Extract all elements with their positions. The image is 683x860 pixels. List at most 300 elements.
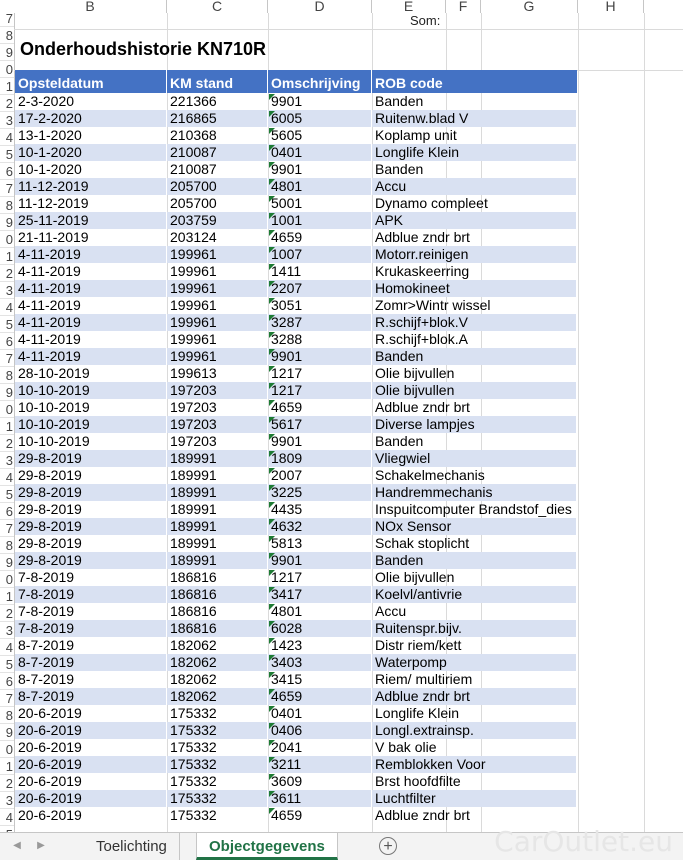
cell-km-stand[interactable]	[167, 467, 268, 484]
cell-omschrijving[interactable]	[268, 382, 372, 399]
row-number[interactable]: 2	[0, 605, 14, 622]
cell-rob-code-value: Distr riem/kett	[375, 637, 462, 653]
row-number[interactable]: 7	[0, 520, 14, 537]
cell-omschrijving-value: 3287	[271, 314, 303, 330]
cell-omschrijving-value: 5605	[271, 127, 303, 143]
cell-omschrijving[interactable]	[268, 144, 372, 161]
cell-omschrijving[interactable]	[268, 348, 372, 365]
column-header-E[interactable]: E	[372, 0, 446, 13]
row-number[interactable]: 4	[0, 469, 14, 486]
cell-rob-code[interactable]	[372, 263, 577, 280]
row-number[interactable]: 8	[0, 537, 14, 554]
cell-km-stand[interactable]	[167, 484, 268, 501]
column-header-H[interactable]: H	[578, 0, 644, 13]
cell-km-stand[interactable]	[167, 535, 268, 552]
cell-km-stand[interactable]	[167, 688, 268, 705]
cell-omschrijving[interactable]	[268, 331, 372, 348]
cell-opsteldatum[interactable]	[15, 637, 167, 654]
cell-opsteldatum[interactable]	[15, 195, 167, 212]
cell-omschrijving-value: 1809	[271, 450, 303, 466]
cell-omschrijving[interactable]	[268, 314, 372, 331]
cell-km-stand[interactable]	[167, 586, 268, 603]
cell-km-stand[interactable]	[167, 314, 268, 331]
cell-opsteldatum-value: 29-8-2019	[18, 501, 82, 517]
cell-rob-code[interactable]	[372, 178, 577, 195]
column-header-bar	[0, 0, 683, 13]
cell-omschrijving[interactable]	[268, 637, 372, 654]
cell-omschrijving[interactable]	[268, 671, 372, 688]
cell-omschrijving[interactable]	[268, 229, 372, 246]
row-number[interactable]: 3	[0, 452, 14, 469]
cell-rob-code[interactable]	[372, 331, 577, 348]
column-header-B[interactable]: B	[14, 0, 167, 13]
row-number[interactable]: 8	[0, 367, 14, 384]
cell-opsteldatum[interactable]	[15, 416, 167, 433]
cell-opsteldatum[interactable]	[15, 331, 167, 348]
cell-omschrijving[interactable]	[268, 722, 372, 739]
cell-rob-code[interactable]	[372, 620, 577, 637]
cell-opsteldatum[interactable]	[15, 518, 167, 535]
row-number[interactable]: 0	[0, 61, 14, 78]
comment-indicator-icon	[269, 519, 275, 525]
cell-rob-code-value: Vliegwiel	[375, 450, 431, 466]
cell-km-stand[interactable]	[167, 416, 268, 433]
table-row	[15, 705, 577, 722]
row-number[interactable]: 6	[0, 503, 14, 520]
cell-opsteldatum[interactable]	[15, 144, 167, 161]
row-number[interactable]: 5	[0, 146, 14, 163]
header-omschrijving[interactable]: Omschrijving	[268, 70, 372, 93]
cell-rob-code[interactable]	[372, 773, 577, 790]
tab-toelichting[interactable]: Toelichting	[84, 833, 180, 860]
cell-rob-code[interactable]	[372, 569, 577, 586]
row-number[interactable]: 2	[0, 775, 14, 792]
row-number[interactable]: 1	[0, 248, 14, 265]
cell-omschrijving[interactable]	[268, 552, 372, 569]
cell-omschrijving-value: 1001	[271, 212, 303, 228]
row-number[interactable]: 4	[0, 639, 14, 656]
cell-opsteldatum[interactable]	[15, 586, 167, 603]
cell-rob-code[interactable]	[372, 586, 577, 603]
row-number[interactable]: 8	[0, 707, 14, 724]
cell-rob-code-value: Olie bijvullen	[375, 569, 455, 585]
row-number[interactable]: 7	[0, 350, 14, 367]
cell-rob-code[interactable]	[372, 212, 577, 229]
cell-omschrijving[interactable]	[268, 620, 372, 637]
header-opsteldatum[interactable]: Opsteldatum	[15, 70, 167, 93]
cell-opsteldatum[interactable]	[15, 773, 167, 790]
cell-opsteldatum[interactable]	[15, 263, 167, 280]
cell-rob-code-value: Ruitenw.blad V	[375, 110, 469, 126]
cell-omschrijving-value: 4659	[271, 688, 303, 704]
cell-omschrijving[interactable]	[268, 739, 372, 756]
comment-indicator-icon	[269, 808, 275, 814]
prev-sheet-icon[interactable]: ◀	[13, 840, 21, 851]
tab-objectgegevens[interactable]: Objectgegevens	[196, 833, 338, 860]
header-km-stand[interactable]: KM stand	[167, 70, 268, 93]
cell-rob-code[interactable]	[372, 518, 577, 535]
cell-rob-code-value: Schakelmechanis	[375, 467, 485, 483]
cell-rob-code[interactable]	[372, 110, 577, 127]
row-number[interactable]: 9	[0, 214, 14, 231]
cell-omschrijving-value: 4659	[271, 807, 303, 823]
cell-omschrijving[interactable]	[268, 705, 372, 722]
cell-omschrijving[interactable]	[268, 654, 372, 671]
comment-indicator-icon	[269, 332, 275, 338]
cell-omschrijving[interactable]	[268, 195, 372, 212]
cell-opsteldatum[interactable]	[15, 603, 167, 620]
cell-rob-code[interactable]	[372, 229, 577, 246]
cell-rob-code[interactable]	[372, 705, 577, 722]
cell-rob-code[interactable]	[372, 297, 577, 314]
cell-rob-code[interactable]	[372, 501, 577, 518]
cell-omschrijving[interactable]	[268, 603, 372, 620]
cell-rob-code[interactable]	[372, 467, 577, 484]
cell-opsteldatum[interactable]	[15, 671, 167, 688]
cell-rob-code[interactable]	[372, 195, 577, 212]
table-row	[15, 773, 577, 790]
comment-indicator-icon	[269, 502, 275, 508]
cell-opsteldatum-value: 20-6-2019	[18, 790, 82, 806]
cell-rob-code-value: Diverse lampjes	[375, 416, 475, 432]
comment-indicator-icon	[269, 298, 275, 304]
cell-km-stand[interactable]	[167, 671, 268, 688]
row-number[interactable]: 8	[0, 197, 14, 214]
comment-indicator-icon	[269, 723, 275, 729]
row-number[interactable]: 9	[0, 554, 14, 571]
cell-omschrijving[interactable]	[268, 569, 372, 586]
column-header-F[interactable]: F	[446, 0, 481, 13]
cell-opsteldatum[interactable]	[15, 365, 167, 382]
cell-opsteldatum[interactable]	[15, 467, 167, 484]
cell-rob-code[interactable]	[372, 790, 577, 807]
table-row	[15, 297, 577, 314]
cell-km-stand[interactable]	[167, 178, 268, 195]
comment-indicator-icon	[269, 621, 275, 627]
cell-opsteldatum[interactable]	[15, 756, 167, 773]
cell-opsteldatum-value: 4-11-2019	[18, 297, 81, 313]
cell-opsteldatum[interactable]	[15, 484, 167, 501]
cell-rob-code[interactable]	[372, 416, 577, 433]
row-number[interactable]: 6	[0, 673, 14, 690]
cell-opsteldatum[interactable]	[15, 620, 167, 637]
cell-opsteldatum[interactable]	[15, 433, 167, 450]
cell-opsteldatum[interactable]	[15, 348, 167, 365]
cell-km-stand[interactable]	[167, 620, 268, 637]
cell-km-stand-value: 186816	[170, 620, 217, 636]
cell-opsteldatum[interactable]	[15, 280, 167, 297]
cell-km-stand[interactable]	[167, 93, 268, 110]
cell-rob-code[interactable]	[372, 739, 577, 756]
next-sheet-icon[interactable]: ▶	[37, 840, 45, 851]
cell-rob-code[interactable]	[372, 603, 577, 620]
cell-opsteldatum[interactable]	[15, 178, 167, 195]
cell-omschrijving[interactable]	[268, 790, 372, 807]
cell-opsteldatum-value: 2-3-2020	[18, 93, 75, 109]
row-number[interactable]: 4	[0, 809, 14, 826]
cell-rob-code[interactable]	[372, 365, 577, 382]
cell-km-stand[interactable]	[167, 331, 268, 348]
cell-rob-code[interactable]	[372, 450, 577, 467]
comment-indicator-icon	[269, 451, 275, 457]
cell-omschrijving[interactable]	[268, 110, 372, 127]
cell-rob-code-value: Dynamo compleet	[375, 195, 488, 211]
row-number[interactable]: 0	[0, 741, 14, 758]
cell-opsteldatum[interactable]	[15, 314, 167, 331]
cell-rob-code[interactable]	[372, 314, 577, 331]
cell-opsteldatum[interactable]	[15, 501, 167, 518]
row-number[interactable]: 9	[0, 384, 14, 401]
cell-omschrijving[interactable]	[268, 535, 372, 552]
cell-omschrijving[interactable]	[268, 807, 372, 824]
watermark-logo: CarOutlet.eu	[494, 825, 673, 858]
row-number[interactable]: 7	[0, 690, 14, 707]
cell-km-stand[interactable]	[167, 654, 268, 671]
cell-opsteldatum[interactable]	[15, 212, 167, 229]
cell-opsteldatum[interactable]	[15, 161, 167, 178]
cell-omschrijving-value: 1423	[271, 637, 303, 653]
cell-omschrijving[interactable]	[268, 365, 372, 382]
cell-km-stand[interactable]	[167, 382, 268, 399]
cell-km-stand[interactable]	[167, 263, 268, 280]
cell-opsteldatum[interactable]	[15, 722, 167, 739]
cell-omschrijving[interactable]	[268, 212, 372, 229]
cell-km-stand[interactable]	[167, 569, 268, 586]
cell-omschrijving[interactable]	[268, 518, 372, 535]
cell-rob-code[interactable]	[372, 280, 577, 297]
cell-km-stand[interactable]	[167, 756, 268, 773]
row-number[interactable]: 6	[0, 163, 14, 180]
cell-omschrijving[interactable]	[268, 467, 372, 484]
row-number[interactable]: 6	[0, 333, 14, 350]
cell-km-stand[interactable]	[167, 127, 268, 144]
cell-opsteldatum[interactable]	[15, 705, 167, 722]
cell-km-stand[interactable]	[167, 739, 268, 756]
cell-opsteldatum[interactable]	[15, 246, 167, 263]
table-row	[15, 280, 577, 297]
cell-omschrijving[interactable]	[268, 178, 372, 195]
cell-km-stand[interactable]	[167, 518, 268, 535]
column-header-G[interactable]: G	[481, 0, 578, 13]
cell-omschrijving[interactable]	[268, 297, 372, 314]
cell-opsteldatum-value: 10-1-2020	[18, 144, 82, 160]
cell-km-stand[interactable]	[167, 790, 268, 807]
table-row	[15, 637, 577, 654]
cell-omschrijving[interactable]	[268, 399, 372, 416]
cell-km-stand-value: 199961	[170, 348, 217, 364]
row-number[interactable]: 3	[0, 112, 14, 129]
cell-omschrijving[interactable]	[268, 450, 372, 467]
row-number[interactable]: 0	[0, 571, 14, 588]
cell-opsteldatum[interactable]	[15, 688, 167, 705]
cell-rob-code-value: Longlife Klein	[375, 705, 460, 721]
cell-opsteldatum-value: 10-1-2020	[18, 161, 82, 177]
cell-rob-code[interactable]	[372, 93, 577, 110]
column-header-D[interactable]: D	[268, 0, 372, 13]
cell-km-stand-value: 182062	[170, 654, 217, 670]
cell-rob-code[interactable]	[372, 722, 577, 739]
cell-omschrijving[interactable]	[268, 773, 372, 790]
cell-rob-code-value: Remblokken Voor	[375, 756, 486, 772]
cell-km-stand[interactable]	[167, 161, 268, 178]
cell-opsteldatum[interactable]	[15, 382, 167, 399]
cell-km-stand[interactable]	[167, 399, 268, 416]
row-number[interactable]: 5	[0, 656, 14, 673]
table-row	[15, 739, 577, 756]
cell-opsteldatum[interactable]	[15, 110, 167, 127]
cell-opsteldatum[interactable]	[15, 739, 167, 756]
row-number[interactable]: 2	[0, 435, 14, 452]
cell-km-stand[interactable]	[167, 552, 268, 569]
cell-km-stand[interactable]	[167, 722, 268, 739]
cell-rob-code[interactable]	[372, 144, 577, 161]
cell-rob-code[interactable]	[372, 535, 577, 552]
cell-km-stand[interactable]	[167, 297, 268, 314]
cell-km-stand[interactable]	[167, 705, 268, 722]
plus-circle-icon[interactable]: +	[379, 837, 397, 855]
row-number[interactable]: 2	[0, 95, 14, 112]
cell-rob-code[interactable]	[372, 552, 577, 569]
cell-omschrijving[interactable]	[268, 756, 372, 773]
cell-opsteldatum[interactable]	[15, 569, 167, 586]
cell-rob-code[interactable]	[372, 127, 577, 144]
comment-indicator-icon	[269, 196, 275, 202]
cell-opsteldatum[interactable]	[15, 790, 167, 807]
cell-km-stand[interactable]	[167, 144, 268, 161]
row-number[interactable]: 4	[0, 129, 14, 146]
row-number[interactable]: 9	[0, 724, 14, 741]
cell-opsteldatum-value: 4-11-2019	[18, 280, 81, 296]
cell-rob-code[interactable]	[372, 433, 577, 450]
cell-km-stand[interactable]	[167, 807, 268, 824]
cell-rob-code[interactable]	[372, 654, 577, 671]
cell-rob-code[interactable]	[372, 756, 577, 773]
cell-rob-code[interactable]	[372, 637, 577, 654]
cell-km-stand[interactable]	[167, 212, 268, 229]
column-header-C[interactable]: C	[167, 0, 268, 13]
table-row	[15, 416, 577, 433]
row-number[interactable]: 5	[0, 316, 14, 333]
cell-rob-code[interactable]	[372, 246, 577, 263]
cell-omschrijving[interactable]	[268, 280, 372, 297]
row-number[interactable]: 7	[0, 180, 14, 197]
cell-km-stand[interactable]	[167, 280, 268, 297]
comment-indicator-icon	[269, 179, 275, 185]
comment-indicator-icon	[269, 757, 275, 763]
row-number[interactable]: 2	[0, 265, 14, 282]
comment-indicator-icon	[269, 536, 275, 542]
cell-opsteldatum-value: 8-7-2019	[18, 637, 75, 653]
row-number[interactable]: 7	[0, 10, 14, 27]
cell-km-stand[interactable]	[167, 603, 268, 620]
cell-km-stand[interactable]	[167, 229, 268, 246]
cell-omschrijving[interactable]	[268, 688, 372, 705]
row-number[interactable]: 0	[0, 401, 14, 418]
cell-opsteldatum-value: 29-8-2019	[18, 484, 82, 500]
cell-omschrijving[interactable]	[268, 433, 372, 450]
cell-km-stand[interactable]	[167, 773, 268, 790]
row-number[interactable]: 5	[0, 486, 14, 503]
cell-rob-code[interactable]	[372, 399, 577, 416]
cell-rob-code[interactable]	[372, 688, 577, 705]
row-number[interactable]: 1	[0, 78, 14, 95]
comment-indicator-icon	[269, 689, 275, 695]
cell-omschrijving[interactable]	[268, 484, 372, 501]
cell-rob-code[interactable]	[372, 161, 577, 178]
cell-opsteldatum-value: 29-8-2019	[18, 552, 82, 568]
cell-opsteldatum-value: 8-7-2019	[18, 654, 75, 670]
cell-rob-code[interactable]	[372, 382, 577, 399]
row-number[interactable]: 0	[0, 231, 14, 248]
cell-rob-code[interactable]	[372, 484, 577, 501]
comment-indicator-icon	[269, 791, 275, 797]
cell-opsteldatum[interactable]	[15, 654, 167, 671]
cell-km-stand[interactable]	[167, 501, 268, 518]
row-number[interactable]: 8	[0, 27, 14, 44]
cell-km-stand[interactable]	[167, 348, 268, 365]
cell-rob-code[interactable]	[372, 348, 577, 365]
table-row	[15, 229, 577, 246]
cell-km-stand[interactable]	[167, 195, 268, 212]
row-number[interactable]: 9	[0, 44, 14, 61]
row-number[interactable]: 3	[0, 282, 14, 299]
cell-omschrijving[interactable]	[268, 93, 372, 110]
cell-opsteldatum[interactable]	[15, 297, 167, 314]
row-number[interactable]: 1	[0, 418, 14, 435]
cell-km-stand[interactable]	[167, 365, 268, 382]
cell-rob-code[interactable]	[372, 807, 577, 824]
cell-km-stand[interactable]	[167, 637, 268, 654]
comment-indicator-icon	[269, 740, 275, 746]
cell-omschrijving[interactable]	[268, 416, 372, 433]
cell-km-stand[interactable]	[167, 433, 268, 450]
header-rob-code[interactable]: ROB code	[375, 75, 443, 91]
cell-rob-code-value: Accu	[375, 178, 407, 194]
cell-omschrijving[interactable]	[268, 127, 372, 144]
cell-opsteldatum[interactable]	[15, 229, 167, 246]
cell-opsteldatum[interactable]	[15, 552, 167, 569]
row-number[interactable]: 3	[0, 792, 14, 809]
cell-km-stand-value: 175332	[170, 756, 217, 772]
cell-km-stand[interactable]	[167, 246, 268, 263]
cell-km-stand[interactable]	[167, 110, 268, 127]
sheet-tab-bar	[0, 825, 683, 860]
cell-omschrijving[interactable]	[268, 246, 372, 263]
row-number[interactable]: 3	[0, 622, 14, 639]
cell-omschrijving[interactable]	[268, 263, 372, 280]
cell-opsteldatum[interactable]	[15, 93, 167, 110]
cell-opsteldatum[interactable]	[15, 535, 167, 552]
cell-opsteldatum[interactable]	[15, 399, 167, 416]
cell-rob-code[interactable]	[372, 671, 577, 688]
cell-opsteldatum[interactable]	[15, 450, 167, 467]
row-number[interactable]: 4	[0, 299, 14, 316]
cell-km-stand[interactable]	[167, 450, 268, 467]
table-row	[15, 518, 577, 535]
cell-opsteldatum[interactable]	[15, 127, 167, 144]
cell-omschrijving[interactable]	[268, 161, 372, 178]
cell-omschrijving[interactable]	[268, 501, 372, 518]
table-row	[15, 450, 577, 467]
row-number[interactable]: 1	[0, 758, 14, 775]
cell-km-stand-value: 199961	[170, 297, 217, 313]
cell-opsteldatum[interactable]	[15, 807, 167, 824]
cell-rob-code-value: Brst hoofdfilte	[375, 773, 461, 789]
cell-omschrijving[interactable]	[268, 586, 372, 603]
sheet-title[interactable]: Onderhoudshistorie KN710R	[20, 39, 267, 59]
row-number[interactable]: 1	[0, 588, 14, 605]
cell-km-stand-value: 197203	[170, 433, 217, 449]
